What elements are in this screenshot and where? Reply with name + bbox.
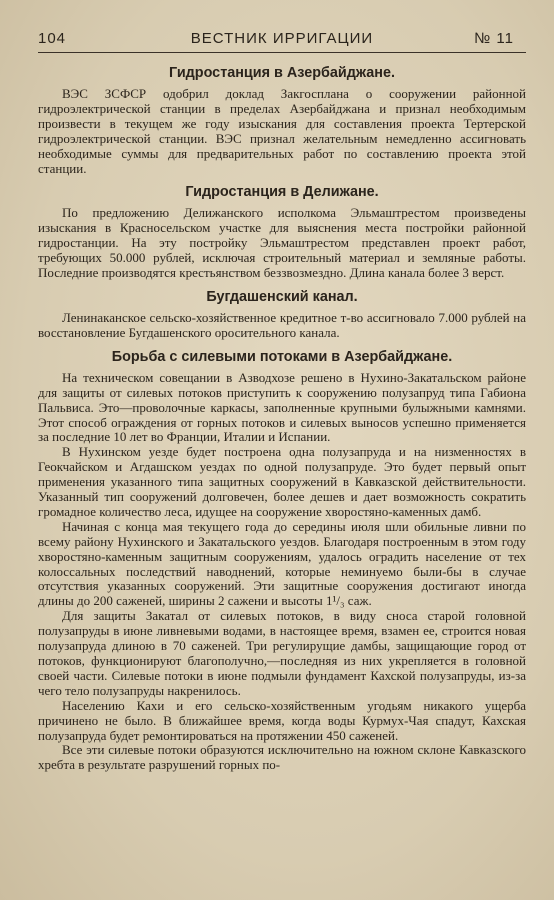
section-title: Гидростанция в Азербайджане. <box>169 65 395 81</box>
issue-number: № 11 <box>474 30 514 47</box>
section-hydro-delizhan <box>38 184 526 281</box>
paragraph: ВЭС ЗСФСР одобрил доклад Закгосплана о сооружении районной гидроэлектрической станции в пределах Азербайджана и признал необходимым произвести в текущем же году изыскания для составления проекта Тертерской гидроэлектрической станции. ВЭС признал желательным немедленно ассигновать необходимые суммы для предварительных работ по составлению проекта этой станции. <box>38 86 526 176</box>
paragraph: В Нухинском уезде будет построена одна полузапруда и на низменностях в Геокчайском и Агдашском уездах по одной полузапруде. Это будет первый опыт применения указанного типа защитных сооружений в Кавказской действительности. Указанный тип сооружений долговечен, более дешев и дает возможность сократить громадное количество леса, идущее на сооружение хворостяно-каменных дамб. <box>38 444 526 519</box>
paragraph: Начиная с конца мая текущего года до середины июля шли обильные ливни по всему району Нухинского и Закатальского уездов. Благодаря построенным в этом году хворостяно-каменным защитным сооружениям, удалось оградить население от тех колоссальных последствий наводнений, которые неминуемо были-бы в случае отсутствия указанных сооружений. Эти защитные сооружения достигают иногда длины до 200 саженей, ширины 2 сажени и высоты 1¹/₃ саж. <box>38 518 526 609</box>
journal-title: ВЕСТНИК ИРРИГАЦИИ <box>190 30 374 47</box>
section-title: Борьба с силевыми потоками в Азербайджане. <box>111 348 453 365</box>
paragraph: Все эти силевые потоки образуются исключительно на южном склоне Кавказского хребта в результате разрушений горных по- <box>38 742 526 773</box>
section-title: Бугдашенский канал. <box>206 288 358 305</box>
page-number: 104 <box>38 30 67 47</box>
paragraph: Для защиты Закатал от силевых потоков, в виду сноса старой головной полузапруды в июне ливневыми водами, в настоящее время, взамен ее, строится новая полузапруда длиною в 70 саженей. Три регулирущие дамбы, защищающие город от потоков, функционируют благополучно,—последняя из них укрепляется в головной своей части. Силевые потоки в июне подмыли фундамент Кахской полузапруды, из-за чего тело полузапруды накренилось. <box>38 608 526 698</box>
paragraph: По предложению Делижанского исполкома Эльмаштрестом произведены изыскания в Красносельском участке для выяснения места постройки районной гидростанции. На эту постройку Эльмаштрестом представлен проект работ, требующих 50.000 рублей, исключая строительный материал и земляные работы. Последние производятся крестьянством беззвозмездно. Длина канала более 3 верст. <box>38 205 526 281</box>
section-title: Гидростанция в Делижане. <box>185 184 379 201</box>
section-hydro-azerbaijan <box>38 65 526 176</box>
paragraph: На техническом совещании в Азводхозе решено в Нухино-Закатальском районе для защиты от силевых потоков приступить к сооружению полузапруд типа Габиона Пальвиса. Это—проволочные каркасы, заполненные крупными булыжными камнями. Этот способ ограждения от горных потоков и силевых выносов успешно применяется за последние 10 лет во Франции, Италии и Испании. <box>38 369 526 445</box>
paragraph: Населению Кахи и его сельско-хозяйственным угодьям никакого ущерба причинено не было. В ближайшее время, когда воды Курмух-Чая спадут, Кахская полузапруда будет ремонтироваться на протяжении 450 саженей. <box>38 697 526 743</box>
section-mudflow-control <box>38 349 526 773</box>
header-rule <box>38 52 526 53</box>
running-head <box>38 30 526 52</box>
section-bugdashen-canal <box>38 289 526 341</box>
paragraph: Ленинаканское сельско-хозяйственное кредитное т-во ассигновало 7.000 рублей на восстановление Бугдашенского оросительного канала. <box>38 309 526 340</box>
